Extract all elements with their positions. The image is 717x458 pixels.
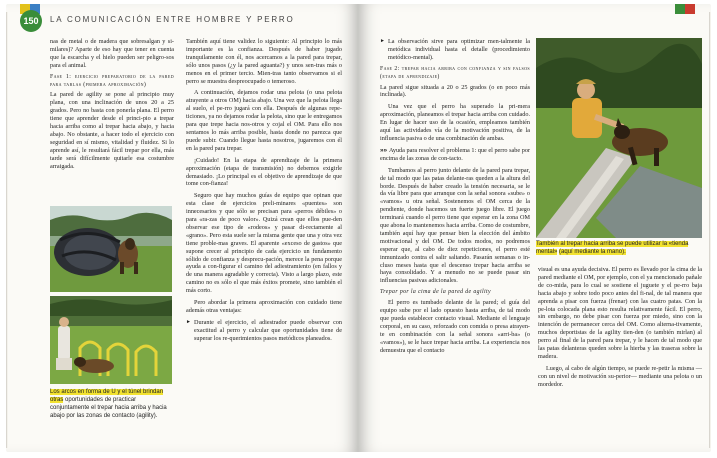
right-page-column-2: [538, 266, 702, 393]
right-page: [358, 4, 711, 452]
paragraph: visual es una ayuda decisiva. El perro es llevado por la cima de la pared mediante el OM, por ejemplo, con el ya mencionado pañale de co-mida, para lo cual se sostiene el juguete y el pe-rro baja hacia abajo y sobre todo poco antes del fi-nal, de tal manera que aprenda a pisar con fuerza (frenar) con las cuatro patas. Con la pe-lota colocada plana esto resulta relativamente fácil. El perro, sin embargo, no debe pisar con fuerza por miedo, sino con la intención de permanecer cerca del OM. Como alterna-tivamente, muchos deportistas de la agility tien-den (o también mirlan) al perro al final de la pared para trepar, y le hacen de tal modo que las patas delanteras queden sobre la hierba y las traseras sobre la madera.: [538, 266, 702, 360]
paragraph: Una vez que el perro ha superado la pri-mera aproximación, planeamos el trepar hacia arriba con cuidado. En lugar de hacer uso de la ocasión, empleamos también aquí las actividades vía de la motivación positiva, de la influencia pasiva o de una combinación de ambas.: [380, 103, 530, 142]
problem-heading-text: Ayuda para resolver el problema 1: que el perro sabe por encima de las zonas de con-tacto.: [380, 146, 531, 162]
paragraph: Seguro que hay muchos guías de equipo que opinan que esta clase de ejercicios preli-minares «puentes» son innecesarios y que sólo se precisan para «perros débiles» o para «ra-zas de poco valor». Quizá crean que ellos pue-den observar ese tipo de «rodeos» y pasar di-rectamente al «grano». Pero esta suele ser la misma gente que una y otra vez tiene proble-mas graves. El aparente «exceso de gastos» que supone crecer al principio de cada ejercicio un fundamento sólido de confianza y desprecu-pación, merece la pena porque ayuda a con-figurar el camino del adiestramiento (en fallos y de una manera agradable y correcta). Visto a largo plazo, este camino no es sólo el que más éxitos promete, sino también el más corto.: [186, 192, 342, 295]
paragraph: nas de metal o de madera que sobresalgan y si-milares)? Aparte de eso hay que tener en cuenta que la escarcha y el hielo pueden ser peligro-sos para el animal.: [50, 38, 174, 69]
caption-text: oportunidades de practicar conjuntamente el trepar hacia arriba y hacia abajo por las zonas de contacto (agility).: [50, 397, 167, 419]
page-edges-left: [6, 12, 8, 448]
left-page-header: [6, 4, 358, 34]
left-page-column-1: [50, 38, 174, 175]
arrow-icon: »»: [380, 146, 389, 154]
page-number: 150: [20, 10, 42, 32]
paragraph: A continuación, dejamos rodar una pelota (o una pelota atrayente a otros OM) hacia abajo. Una vez que la pelota llega al suelo, el pe-rro jugará con ella. Después de algunas repe-ticiones, ya no dejamos rodar la pelota, sino que le entregamos para que trepe hacia nos-otros y cojal el OM. Para ello nos sentamos lo más arriba posible, hasta donde no parezca que puede subir. Cuando llegue hasta nosotros, jugaremos con él en la pared para trepar.: [186, 89, 342, 152]
caption-highlight: Los arcos en forma de U y el túnel brindan otras: [50, 389, 164, 403]
paragraph: Pero abordar la primera aproximación con cuidado tiene además otras ventajas:: [186, 299, 342, 314]
paragraph: También aquí tiene validez lo siguiente: Al principio lo más importante es la confianza. Después de haber jugado tranquilamente con él, nos acercamos a la pared para trepar, sólo unos pasos (¿y la pared aguanta?) y unos sen-tras más o menos en el primer tercio. Mien-tras tanto observamos si el perro se muestra despreocupado o temeroso.: [186, 38, 342, 85]
paragraph: La pared sigue situada a 20 o 25 grados (o en poco más inclinada).: [380, 83, 530, 99]
paragraph: ¡Cuidado! En la etapa de aprendizaje de la primera aproximación (etapa de transmisión) no debemos exigirle demasiado. ¡Lo principal es el objetivo de aprendizaje de que tome con-fianza!: [186, 156, 342, 188]
photo-dog-arches-image: [50, 296, 172, 384]
caption-highlight: También al trepar hacia arriba se puede utilizar la «tienda mental»: [536, 241, 689, 255]
paragraph: El perro es tumbado delante de la pared; el guía del equipo sube por el lado opuesto hasta arriba, de tal modo que pueda establecer contacto visual. Mediante el lenguaje corporal, en su caso, reforzado con comida o presa atrayen-te en combinación con la señal sonora «arri-ba» (o «vamos»), se le hace trepar hacia arriba. La experiencia nos demuestra que el contacto: [380, 299, 530, 354]
problem-heading: [380, 147, 530, 163]
bullet-item: ► La observación sirve para optimizar men-talmente la metódica individual hasta el detalle (procedimiento metódico-mental).: [380, 38, 530, 62]
photo-man-dog-ramp-image: [536, 38, 702, 238]
caption-ramp-photo: [536, 240, 702, 256]
caption-arches-tunnel: [50, 388, 174, 420]
paragraph: Luego, al cabo de algún tiempo, se puede re-petir la misma —con un nivel de motivación su-perior— mediante una pelota o un mordedor.: [538, 364, 702, 388]
color-stripe-green: [675, 4, 685, 14]
left-page-column-2: [186, 38, 342, 347]
photo-dog-arches: [50, 296, 172, 384]
color-stripe-red: [685, 4, 695, 14]
book-spread: [6, 4, 711, 452]
bullet-item: ► Durante el ejercicio, el adiestrador puede observar con exactitud al perro y calcular que oportunidades tiene de superar los re-querimientos pasos metódicos planeados.: [186, 319, 342, 343]
photo-dog-tunnel: [50, 206, 172, 292]
paragraph: La pared de agility se pone al principio muy plana, con una inclinación de unos 20 a 25 grados. Pero no basta con ponerla plana. El perro tiene que aprender desde el princi-pio a trepar hacia arriba como al trepar hacia abajo, y hacia abajo. No obstante, a hacer todo el ejercicio con seguridad en sí mismo, vitalidad y fluidez. Si lo aprende así, le resultará fácil trepar por ella, más tarde será difícilmente quitarle esa costumbre arraigada.: [50, 91, 174, 170]
photo-man-dog-ramp: [536, 38, 702, 238]
photo-dog-tunnel-image: [50, 206, 172, 292]
section-subhead: Fase 2: trepar hacia arriba con confianza y sin falsos (etapa de aprendizaje): [380, 65, 530, 80]
section-subhead: Fase 1: ejercicio preparatorio de la pared para tablas (primera aproximación): [50, 73, 174, 88]
paragraph: Tumbamos al perro junto delante de la pared para trepar, de tal modo que las patas delante-ras queden a la altura del borde. Después de haber creado la tensión necesaria, se le da vía libre para que arranque con la señal sonora «sube» o «vamos» u otra señal. Sostenemos el OM cerca de la pendiente, donde hacemos un fuerte juego libre. El juego terminará cuando el perro tiene que esperar en la zona OM que abona lo mantenemos hacia arriba. Como de costumbre, también aquí hay que pensar bien la elección del ámbito motivacional y del OM. De todos modos, no podremos esperar que, al cabo de diez repeticiones, el perro esté inmunizado contra el salir saltando. Pasarán semanas o in-cluso meses hasta que el descenso trepar hacia arriba se haya consolidado. Y a menudo no se puede pasar sin influencias pasivas adicionales.: [380, 166, 530, 285]
caption-text: (aquí mediante la mano).: [559, 249, 626, 255]
running-head: LA COMUNICACIÓN ENTRE HOMBRE Y PERRO: [50, 15, 295, 24]
left-page: [6, 4, 358, 452]
italic-subhead: Trepar por la cima de la pared de agility: [380, 289, 491, 296]
page-edges-right: [709, 12, 711, 448]
right-page-column-1: [380, 38, 530, 359]
